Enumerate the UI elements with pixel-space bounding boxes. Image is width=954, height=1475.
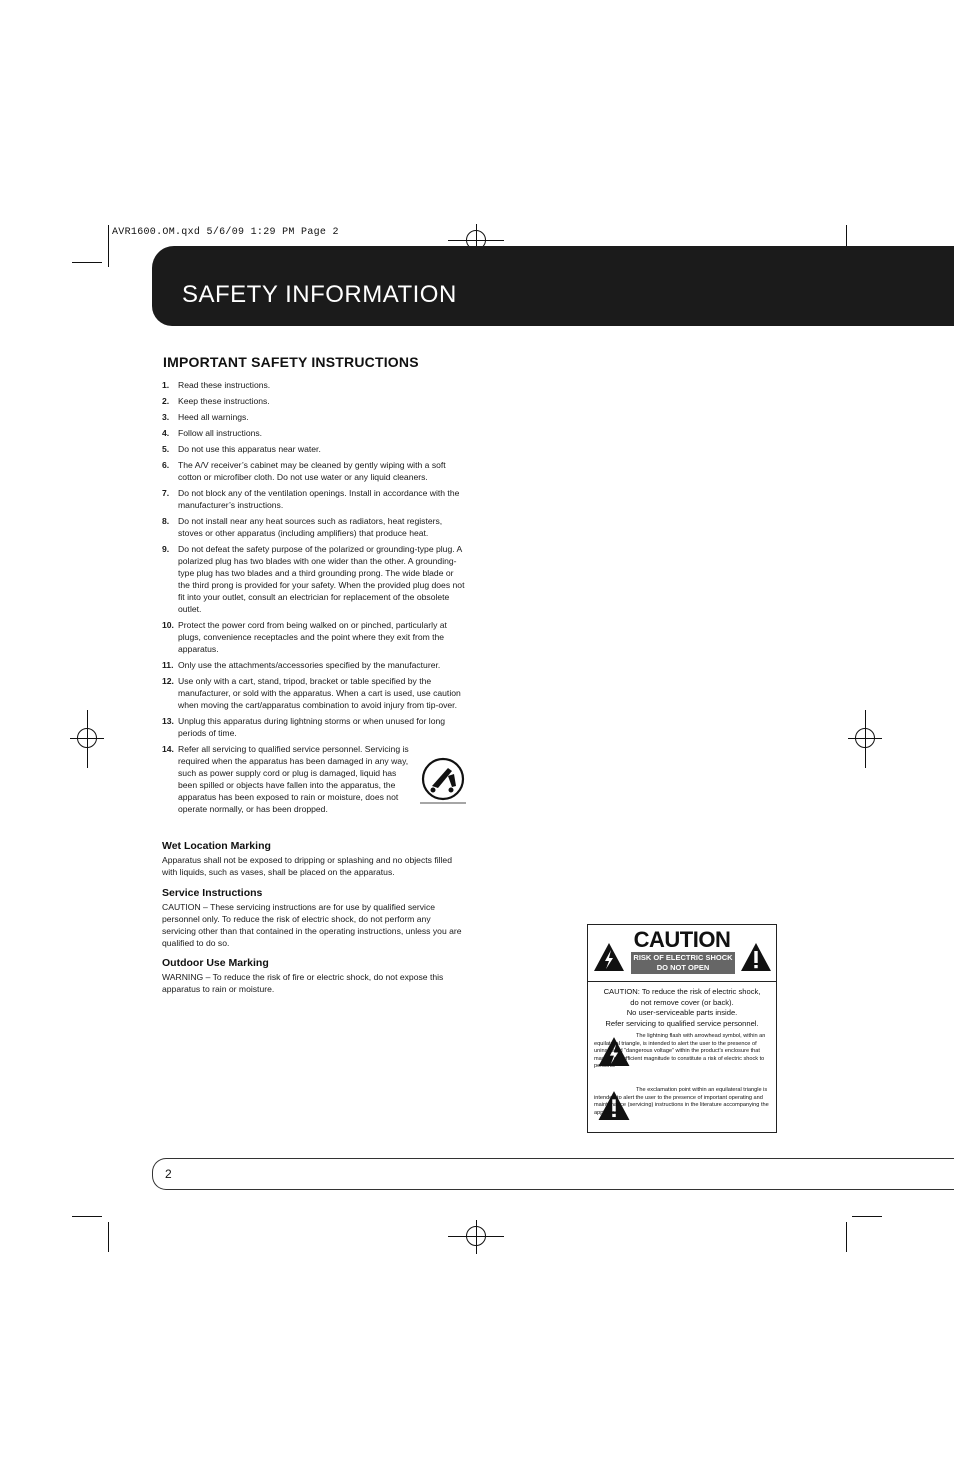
- page-number: 2: [165, 1167, 172, 1181]
- crop-mark: [108, 225, 109, 267]
- service-instructions-text: CAUTION – These servicing instructions are for use by qualified service personnel only. To reduce the risk of electric shock, do not perform any servicing other than that contained in the operating instructions, unless you are qualified to do so.: [162, 902, 462, 948]
- crop-mark: [72, 1216, 102, 1217]
- instruction-item: [162, 543, 466, 615]
- instruction-text: Only use the attachments/accessories specified by the manufacturer.: [178, 660, 441, 670]
- crop-mark: [852, 1216, 882, 1217]
- caution-band: [631, 952, 735, 974]
- instruction-item: [162, 487, 466, 511]
- instruction-number: 1.: [162, 380, 170, 390]
- instruction-text: Keep these instructions.: [178, 396, 270, 406]
- instruction-item: [162, 427, 466, 439]
- instruction-number: 7.: [162, 488, 170, 498]
- instruction-number: 4.: [162, 428, 170, 438]
- instruction-number: 3.: [162, 412, 170, 422]
- wet-location-text: Apparatus shall not be exposed to dripping or splashing and no objects filled with liquids, such as vases, shall be placed on the apparatus.: [162, 855, 452, 877]
- instructions-list: [162, 379, 466, 819]
- service-instructions-section: [162, 887, 466, 949]
- footer-bar: [152, 1158, 954, 1190]
- instruction-text: Read these instructions.: [178, 380, 271, 390]
- wet-location-section: [162, 840, 466, 878]
- lightning-note: The lightning flash with arrowhead symbol, within an equilateral triangle, is intended to alert the user to the presence of uninsulated “dangerous voltage” within the product’s enclosure that may be of sufficient magnitude to constitute a risk of electric shock to persons.: [594, 1033, 766, 1070]
- caution-band-line1: RISK OF ELECTRIC SHOCK: [633, 953, 733, 962]
- instruction-text: Do not block any of the ventilation openings. Install in accordance with the manufacturer’s instructions.: [178, 488, 460, 510]
- exclamation-triangle-icon: [739, 941, 773, 973]
- lightning-triangle-icon: [592, 941, 626, 973]
- caution-band-line2: DO NOT OPEN: [656, 963, 710, 972]
- instruction-item: [162, 619, 466, 655]
- instruction-item: [162, 459, 466, 483]
- crop-mark: [846, 1222, 847, 1252]
- print-slug: AVR1600.OM.qxd 5/6/09 1:29 PM Page 2: [112, 227, 339, 238]
- instruction-number: 10.: [162, 620, 174, 630]
- caution-body-line: CAUTION: To reduce the risk of electric shock,: [603, 987, 761, 996]
- page-title: SAFETY INFORMATION: [182, 281, 457, 308]
- instruction-text: Follow all instructions.: [178, 428, 263, 438]
- instruction-text: Heed all warnings.: [178, 412, 249, 422]
- instruction-item: [162, 395, 466, 407]
- instruction-text: Protect the power cord from being walked on or pinched, particularly at plugs, convenience receptacles and the point where they exit from the apparatus.: [178, 620, 447, 654]
- registration-circle: [77, 728, 97, 748]
- outdoor-use-section: [162, 957, 466, 995]
- instruction-item: [162, 659, 466, 671]
- caution-heading: CAUTION: [633, 927, 731, 952]
- instruction-text: Do not defeat the safety purpose of the polarized or grounding-type plug. A polarized plug has two blades with one wider than the other. A grounding-type plug has two blades and a third grounding prong. The wide blade or the third prong is provided for your safety. When the provided plug does not fit into your outlet, consult an electrician for replacement of the obsolete outlet.: [178, 544, 465, 614]
- instruction-text: Use only with a cart, stand, tripod, bracket or table specified by the manufacturer, or sold with the apparatus. When a cart is used, use caution when moving the cart/apparatus combination to avoid injury from tip-over.: [178, 676, 461, 710]
- instruction-number: 5.: [162, 444, 170, 454]
- instruction-item: [162, 675, 466, 711]
- instruction-number: 9.: [162, 544, 170, 554]
- instruction-number: 6.: [162, 460, 170, 470]
- wet-location-title: Wet Location Marking: [162, 840, 271, 852]
- instruction-number: 13.: [162, 716, 174, 726]
- caution-body-line: Refer servicing to qualified service personnel.: [605, 1018, 759, 1028]
- instruction-text: The A/V receiver’s cabinet may be cleaned by gently wiping with a soft cotton or microfiber cloth. Do not use water or any liquid cleaners.: [178, 460, 446, 482]
- caution-body: [592, 987, 772, 1029]
- instruction-number: 11.: [162, 660, 174, 670]
- exclamation-note: The exclamation point within an equilateral triangle is intended to alert the user to the presence of important operating and maintenance (servicing) instructions in the literature accompanying the appliance.: [594, 1087, 769, 1116]
- instruction-item: [162, 411, 466, 423]
- outdoor-use-title: Outdoor Use Marking: [162, 957, 269, 969]
- service-instructions-title: Service Instructions: [162, 887, 263, 899]
- section-title: IMPORTANT SAFETY INSTRUCTIONS: [163, 354, 419, 370]
- instruction-text: Refer all servicing to qualified service personnel. Servicing is required when the apparatus has been damaged in any way, such as power supply cord or plug is damaged, liquid has been spilled or objects have fallen into the apparatus, the apparatus has been exposed to rain or moisture, does not operate normally, or has been dropped.: [178, 744, 409, 814]
- caution-label: [587, 924, 777, 1133]
- outdoor-use-text: WARNING – To reduce the risk of fire or electric shock, do not expose this apparatus to rain or moisture.: [162, 972, 444, 994]
- caution-label-header: [588, 925, 776, 982]
- cart-warning-icon: [418, 756, 468, 806]
- instruction-text: Unplug this apparatus during lightning storms or when unused for long periods of time.: [178, 716, 446, 738]
- crop-mark: [72, 262, 102, 263]
- instruction-item: [162, 515, 466, 539]
- instruction-number: 2.: [162, 396, 170, 406]
- instruction-text: Do not use this apparatus near water.: [178, 444, 321, 454]
- registration-circle: [855, 728, 875, 748]
- instruction-item: [162, 379, 466, 391]
- instruction-item: [162, 715, 466, 739]
- instruction-number: 14.: [162, 744, 174, 754]
- instruction-text: Do not install near any heat sources such as radiators, heat registers, stoves or other apparatus (including amplifiers) that produce heat.: [178, 516, 443, 538]
- registration-circle: [466, 1226, 486, 1246]
- instruction-item: [162, 443, 466, 455]
- instruction-number: 8.: [162, 516, 170, 526]
- caution-body-line: No user-serviceable parts inside.: [626, 1008, 738, 1017]
- crop-mark: [108, 1222, 109, 1252]
- instruction-number: 12.: [162, 676, 174, 686]
- caution-body-line: do not remove cover (or back).: [630, 997, 734, 1007]
